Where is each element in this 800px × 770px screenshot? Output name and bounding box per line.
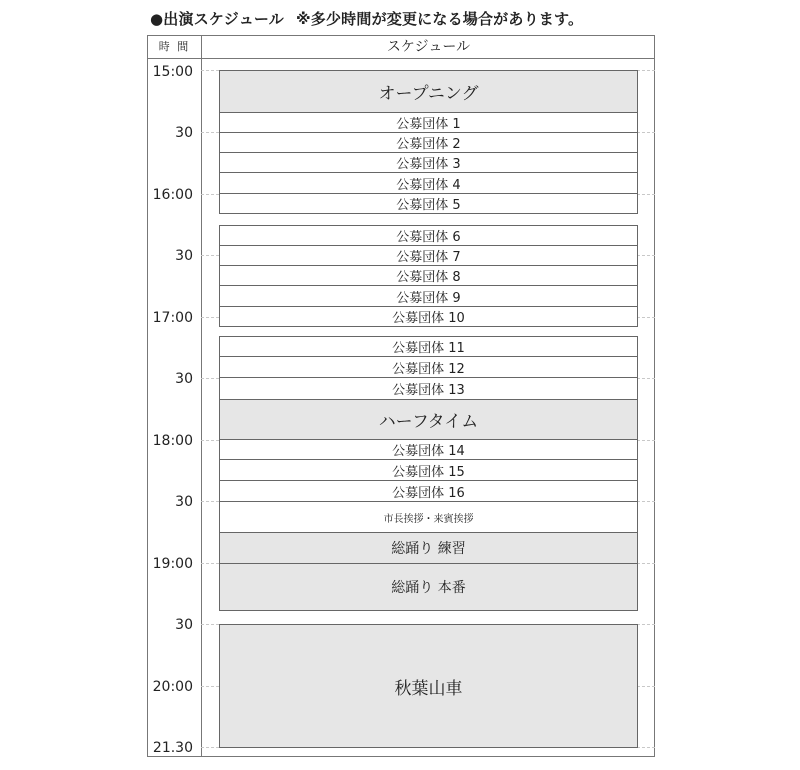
time-label: 19:00: [152, 556, 193, 572]
schedule-block: 公募団体 2: [219, 132, 638, 153]
time-label: 17:00: [152, 310, 193, 326]
schedule-block: 公募団体 14: [219, 439, 638, 460]
schedule-block-greetings: 市長挨拶・来賓挨拶: [219, 501, 638, 533]
schedule-block-float: 秋葉山車: [219, 624, 638, 748]
heading-title: ●出演スケジュール: [150, 10, 284, 28]
schedule-block: 公募団体 1: [219, 112, 638, 133]
time-label: 15:00: [152, 64, 193, 80]
schedule-block: 公募団体 4: [219, 172, 638, 194]
schedule-block: 公募団体 7: [219, 245, 638, 266]
schedule-block-halftime: ハーフタイム: [219, 399, 638, 440]
schedule-block: 公募団体 3: [219, 152, 638, 173]
schedule-block-opening: オープニング: [219, 70, 638, 113]
time-label: 20:00: [152, 679, 193, 695]
schedule-block: 公募団体 13: [219, 377, 638, 400]
time-column-header: 時 間: [158, 40, 191, 53]
time-label: 18:00: [152, 433, 193, 449]
schedule-column-header: スケジュール: [386, 39, 471, 55]
time-label: 21.30: [152, 740, 193, 756]
time-label: 30: [175, 494, 193, 510]
schedule-block: 公募団体 11: [219, 336, 638, 357]
time-label: 30: [175, 371, 193, 387]
schedule-block: 公募団体 16: [219, 480, 638, 502]
schedule-block: 公募団体 15: [219, 459, 638, 481]
time-label: 30: [175, 617, 193, 633]
schedule-block: 公募団体 5: [219, 193, 638, 214]
schedule-heading: [150, 8, 583, 29]
column-divider: [201, 35, 202, 757]
schedule-block: 公募団体 10: [219, 306, 638, 327]
schedule-block-dance-practice: 総踊り 練習: [219, 532, 638, 564]
time-label: 16:00: [152, 187, 193, 203]
schedule-block: 公募団体 8: [219, 265, 638, 286]
time-label: 30: [175, 248, 193, 264]
schedule-block: 公募団体 12: [219, 356, 638, 378]
schedule-block: 公募団体 6: [219, 225, 638, 246]
time-label: 30: [175, 125, 193, 141]
schedule-block-dance-main: 総踊り 本番: [219, 563, 638, 611]
schedule-block: 公募団体 9: [219, 285, 638, 307]
heading-note: ※多少時間が変更になる場合があります。: [296, 10, 584, 28]
